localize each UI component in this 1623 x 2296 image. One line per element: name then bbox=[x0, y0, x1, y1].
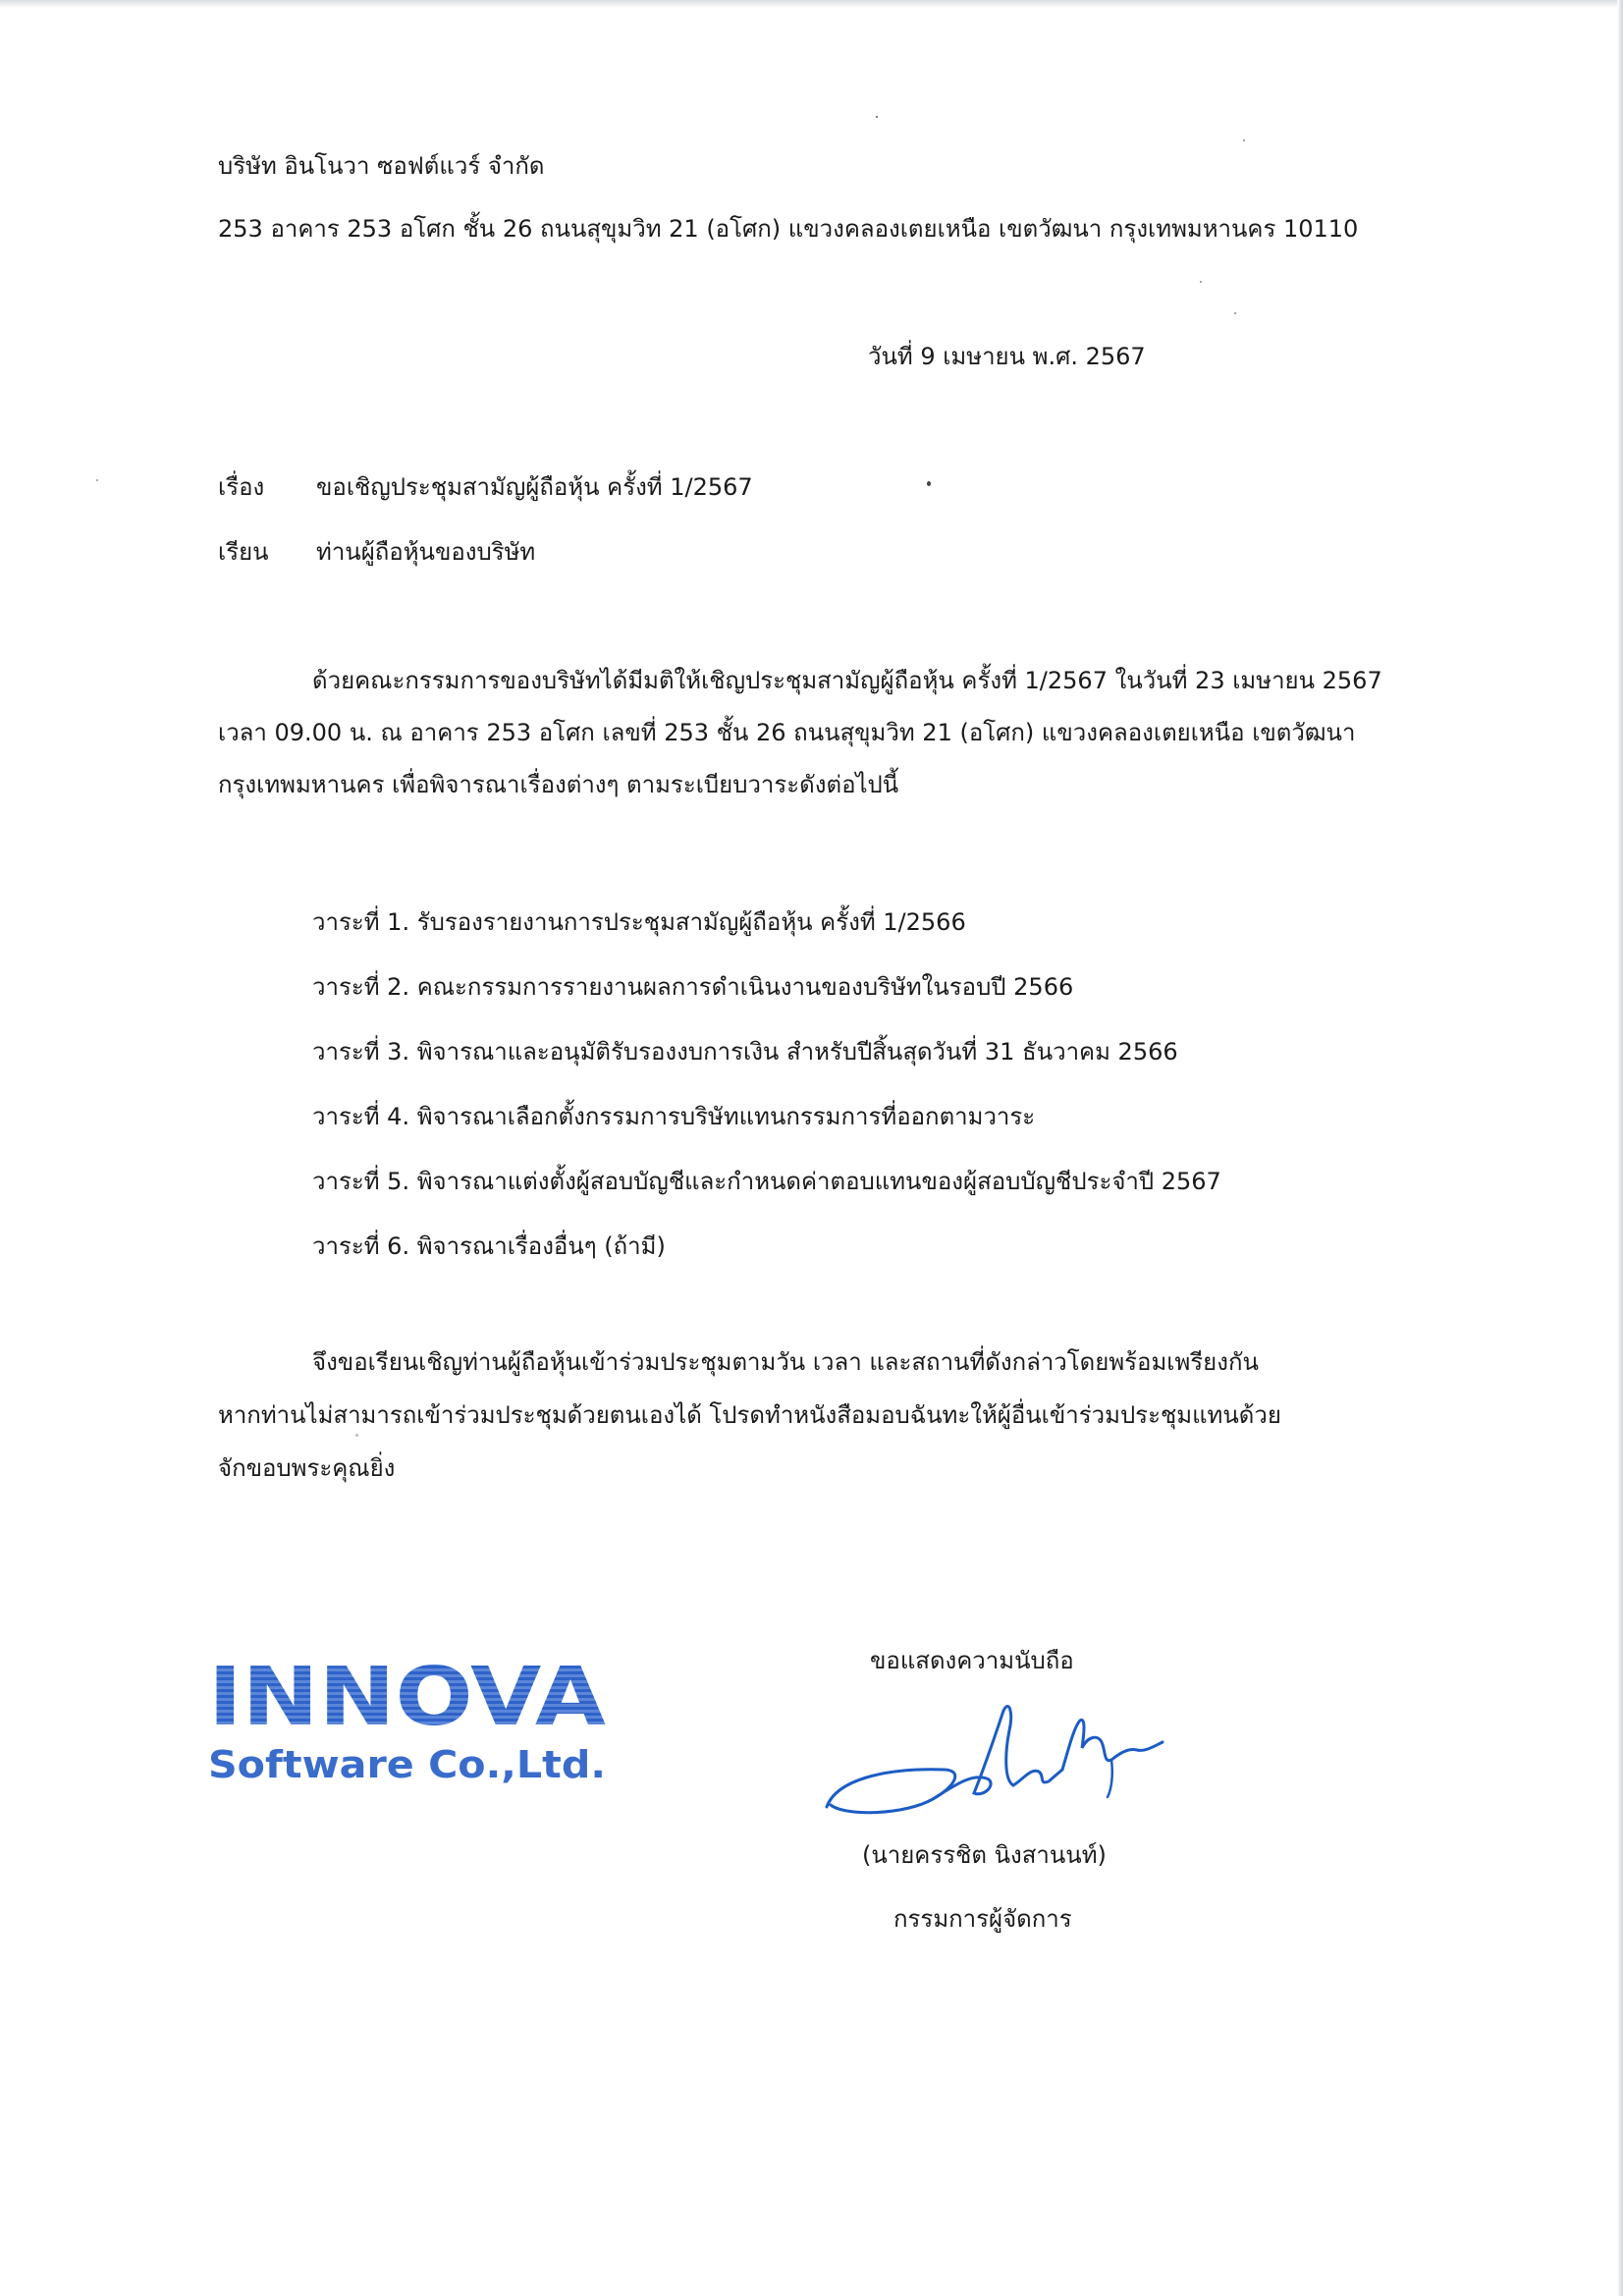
intro-line-3: กรุงเทพมหานคร เพื่อพิจารณาเรื่องต่างๆ ตามระเบียบวาระดังต่อไปนี้ bbox=[218, 771, 899, 798]
signatory-name: (นายครรชิต นิงสานนท์) bbox=[862, 1841, 1107, 1869]
recipient-label: เรียน bbox=[218, 538, 269, 566]
closing-line-2: หากท่านไม่สามารถเข้าร่วมประชุมด้วยตนเองได้ โปรดทำหนังสือมอบฉันทะให้ผู้อื่นเข้าร่วมประชุมแทนด้วย bbox=[218, 1401, 1281, 1429]
stamp-wordmark: INNOVA bbox=[208, 1660, 607, 1744]
scan-speck bbox=[355, 1434, 358, 1437]
scan-speck bbox=[1243, 139, 1245, 141]
company-address: 253 อาคาร 253 อโศก ชั้น 26 ถนนสุขุมวิท 21 (อโศก) แขวงคลองเตยเหนือ เขตวัฒนา กรุงเทพมหานคร 10110 bbox=[218, 215, 1359, 243]
intro-line-1: ด้วยคณะกรรมการของบริษัทได้มีมติให้เชิญประชุมสามัญผู้ถือหุ้น ครั้งที่ 1/2567 ในวันที่ 23 เมษายน 2567 bbox=[312, 667, 1382, 694]
regards-text: ขอแสดงความนับถือ bbox=[870, 1647, 1074, 1674]
scan-edge-top bbox=[0, 0, 1623, 8]
handwritten-signature bbox=[817, 1691, 1170, 1838]
subject-line bbox=[218, 470, 753, 504]
recipient-line bbox=[218, 535, 535, 569]
scan-speck bbox=[1234, 312, 1236, 314]
signatory-title: กรรมการผู้จัดการ bbox=[893, 1905, 1072, 1933]
intro-line-2: เวลา 09.00 น. ณ อาคาร 253 อโศก เลขที่ 253 ชั้น 26 ถนนสุขุมวิท 21 (อโศก) แขวงคลองเตยเหนือ เขตวัฒนา bbox=[218, 719, 1356, 746]
stamp-subtitle: Software Co.,Ltd. bbox=[208, 1743, 606, 1786]
closing-line-3: จักขอบพระคุณยิ่ง bbox=[218, 1454, 396, 1482]
closing-line-1: จึงขอเรียนเชิญท่านผู้ถือหุ้นเข้าร่วมประชุมตามวัน เวลา และสถานที่ดังกล่าวโดยพร้อมเพรียงกัน bbox=[312, 1348, 1259, 1376]
letter-date: วันที่ 9 เมษายน พ.ศ. 2567 bbox=[868, 343, 1146, 370]
subject-label: เรื่อง bbox=[218, 473, 265, 501]
scan-edge-right bbox=[1617, 0, 1623, 2296]
agenda-list bbox=[312, 890, 1221, 1279]
agenda-item: วาระที่ 1. รับรองรายงานการประชุมสามัญผู้ถือหุ้น ครั้งที่ 1/2566 bbox=[312, 908, 966, 936]
scan-speck bbox=[96, 479, 98, 481]
recipient-text: ท่านผู้ถือหุ้นของบริษัท bbox=[316, 538, 536, 566]
scan-speck bbox=[876, 116, 878, 118]
subject-text: ขอเชิญประชุมสามัญผู้ถือหุ้น ครั้งที่ 1/2567 bbox=[316, 473, 753, 501]
company-name: บริษัท อินโนวา ซอฟต์แวร์ จำกัด bbox=[218, 152, 545, 180]
agenda-item: วาระที่ 5. พิจารณาแต่งตั้งผู้สอบบัญชีและกำหนดค่าตอบแทนของผู้สอบบัญชีประจำปี 2567 bbox=[312, 1168, 1221, 1195]
scan-speck bbox=[1200, 281, 1202, 283]
agenda-item: วาระที่ 6. พิจารณาเรื่องอื่นๆ (ถ้ามี) bbox=[312, 1232, 666, 1260]
agenda-item: วาระที่ 2. คณะกรรมการรายงานผลการดำเนินงานของบริษัทในรอบปี 2566 bbox=[312, 973, 1074, 1001]
agenda-item: วาระที่ 4. พิจารณาเลือกตั้งกรรมการบริษัทแทนกรรมการที่ออกตามวาระ bbox=[312, 1103, 1036, 1130]
agenda-item: วาระที่ 3. พิจารณาและอนุมัติรับรองงบการเงิน สำหรับปีสิ้นสุดวันที่ 31 ธันวาคม 2566 bbox=[312, 1038, 1178, 1066]
company-stamp-logo bbox=[204, 1660, 617, 1797]
scan-speck bbox=[927, 481, 931, 486]
